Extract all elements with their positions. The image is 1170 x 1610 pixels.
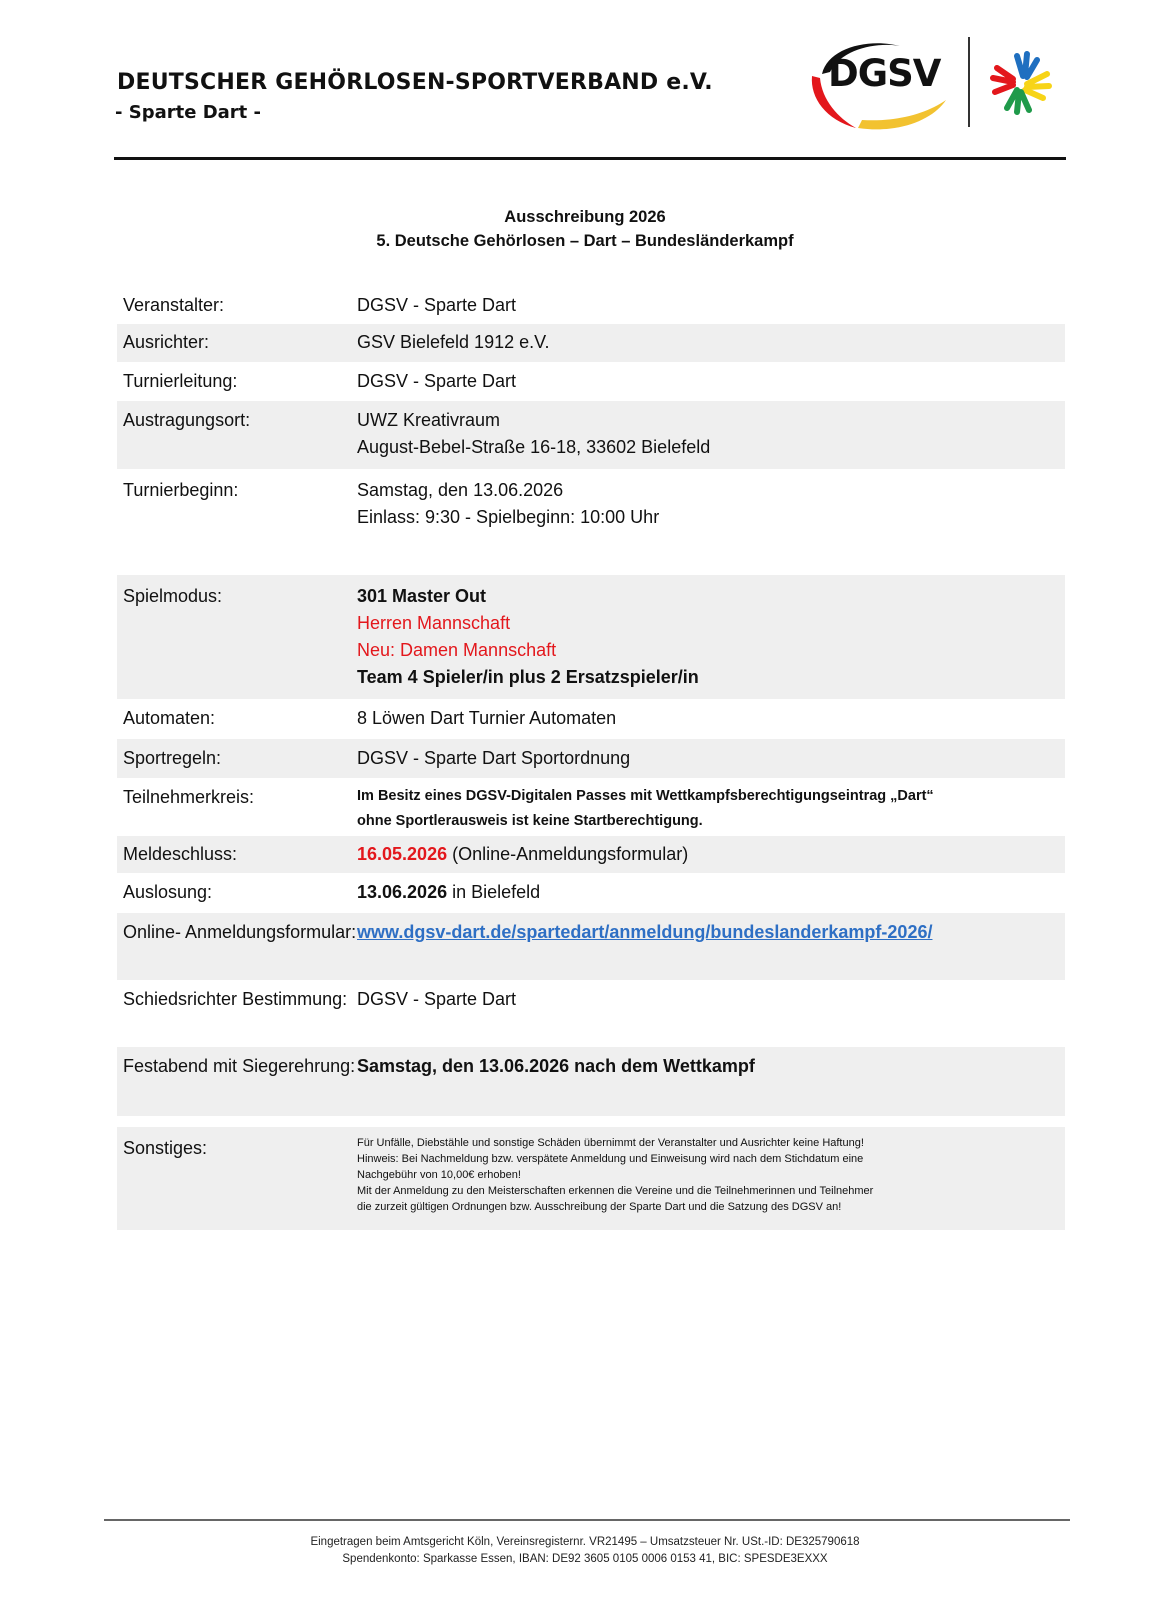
draw-date: 13.06.2026 (357, 882, 448, 902)
notes-line: Mit der Anmeldung zu den Meisterschaften erkennen die Vereine und die Teilnehmerinnen und Teilnehmer (357, 1185, 874, 1197)
row-label-line: Bestimmung: (242, 989, 348, 1009)
row-value (357, 784, 1065, 836)
row-label: Turnierleitung: (123, 371, 238, 391)
row-label: Automaten: (123, 708, 216, 728)
row-label: Spielmodus: (123, 586, 223, 606)
footer-divider (104, 1519, 1070, 1521)
row-value (357, 583, 1065, 699)
row-meldeschluss (117, 836, 1065, 873)
deaflympics-logo (987, 50, 1053, 116)
row-value (357, 477, 1065, 575)
row-label-line: Schiedsrichter (123, 989, 238, 1009)
logo-divider (968, 37, 970, 127)
row-sonstiges (117, 1127, 1065, 1230)
category-men: Herren Mannschaft (357, 613, 511, 633)
start-times: Einlass: 9:30 - Spielbeginn: 10:00 Uhr (357, 507, 660, 527)
row-label-line: Anmeldungsformular: (185, 922, 357, 942)
row-value (357, 841, 1065, 873)
notes-line: Nachgebühr von 10,00€ erhoben! (357, 1169, 521, 1181)
row-label: Sonstiges: (123, 1138, 208, 1158)
row-label: Austragungsort: (123, 410, 251, 430)
row-spacer (117, 1116, 1065, 1127)
division-name: - Sparte Dart - (115, 102, 261, 123)
row-value (357, 407, 1065, 469)
row-value: DGSV - Sparte Dart (357, 371, 517, 391)
row-label (117, 919, 357, 980)
details-table (117, 288, 1065, 1230)
row-label (117, 1053, 357, 1116)
row-label: Teilnehmerkreis: (123, 787, 255, 807)
start-date: Samstag, den 13.06.2026 (357, 480, 564, 500)
dgsv-logo-text: DGSV (828, 52, 941, 95)
row-value: 8 Löwen Dart Turnier Automaten (357, 708, 617, 728)
row-turnierbeginn (117, 469, 1065, 575)
category-women: Neu: Damen Mannschaft (357, 640, 557, 660)
notes-line: Für Unfälle, Diebstähle und sonstige Schäden übernimmt der Veranstalter und Ausrichter keine Haftung! (357, 1137, 864, 1149)
notes-line: die zurzeit gültigen Ordnungen bzw. Ausschreibung der Sparte Dart und die Satzung des DGSV an! (357, 1201, 842, 1213)
row-spielmodus (117, 575, 1065, 699)
venue-address: August-Bebel-Straße 16-18, 33602 Bielefeld (357, 437, 711, 457)
row-label: Ausrichter: (123, 332, 210, 352)
organization-name: DEUTSCHER GEHÖRLOSEN-SPORTVERBAND e.V. (117, 70, 713, 95)
eligibility-line-1: Im Besitz eines DGSV-Digitalen Passes mit Wettkampfsberechtigungseintrag „Dart“ (357, 788, 934, 804)
eligibility-line-2: ohne Sportlerausweis ist keine Startberechtigung. (357, 813, 703, 829)
row-value: Samstag, den 13.06.2026 nach dem Wettkampf (357, 1056, 755, 1076)
letterhead (0, 0, 1170, 170)
registration-link[interactable]: www.dgsv-dart.de/spartedart/anmeldung/bundeslanderkampf-2026/ (357, 922, 933, 942)
notes-line: Hinweis: Bei Nachmeldung bzw. verspätete Anmeldung und Einweisung wird nach dem Stichdatum eine (357, 1153, 864, 1165)
row-veranstalter (117, 288, 1065, 324)
row-value: DGSV - Sparte Dart (357, 989, 517, 1009)
row-teilnehmerkreis (117, 778, 1065, 836)
row-label-line: Festabend mit (123, 1056, 238, 1076)
team-size: Team 4 Spieler/in plus 2 Ersatzspieler/in (357, 667, 699, 687)
venue-name: UWZ Kreativraum (357, 410, 501, 430)
row-online-anmeldung (117, 913, 1065, 980)
game-mode: 301 Master Out (357, 586, 487, 606)
row-label (117, 986, 357, 1047)
row-value: DGSV - Sparte Dart Sportordnung (357, 748, 631, 768)
row-value: DGSV - Sparte Dart (357, 295, 517, 315)
row-label: Turnierbeginn: (123, 480, 239, 500)
deadline-date: 16.05.2026 (357, 844, 448, 864)
row-value: GSV Bielefeld 1912 e.V. (357, 332, 550, 352)
row-label: Sportregeln: (123, 748, 222, 768)
row-sportregeln (117, 739, 1065, 778)
row-label-line: Siegerehrung: (242, 1056, 356, 1076)
row-austragungsort (117, 401, 1065, 469)
row-turnierleitung (117, 362, 1065, 401)
row-label-line: Online- (123, 922, 182, 942)
row-automaten (117, 699, 1065, 739)
footer-registration: Eingetragen beim Amtsgericht Köln, Vereinsregisternr. VR21495 – Umsatzsteuer Nr. USt.-ID: DE325790618 (310, 1536, 860, 1548)
document-title: Ausschreibung 2026 (504, 208, 666, 226)
row-value (357, 1135, 1065, 1230)
row-festabend (117, 1047, 1065, 1116)
row-label: Auslosung: (123, 882, 213, 902)
deaflympics-hand-icon (987, 50, 1053, 116)
row-schiedsrichter (117, 980, 1065, 1047)
header-divider (114, 157, 1066, 160)
draw-location: in Bielefeld (447, 882, 541, 902)
row-ausrichter (117, 324, 1065, 362)
document-subtitle: 5. Deutsche Gehörlosen – Dart – Bundesländerkampf (376, 232, 794, 250)
footer-bank: Spendenkonto: Sparkasse Essen, IBAN: DE92 3605 0105 0006 0153 41, BIC: SPESDE3EXXX (342, 1553, 828, 1565)
deadline-note: (Online-Anmeldungsformular) (447, 844, 689, 864)
row-auslosung (117, 873, 1065, 913)
row-label: Meldeschluss: (123, 844, 238, 864)
row-value (357, 919, 1065, 980)
row-label: Veranstalter: (123, 295, 225, 315)
row-value (357, 879, 1065, 913)
